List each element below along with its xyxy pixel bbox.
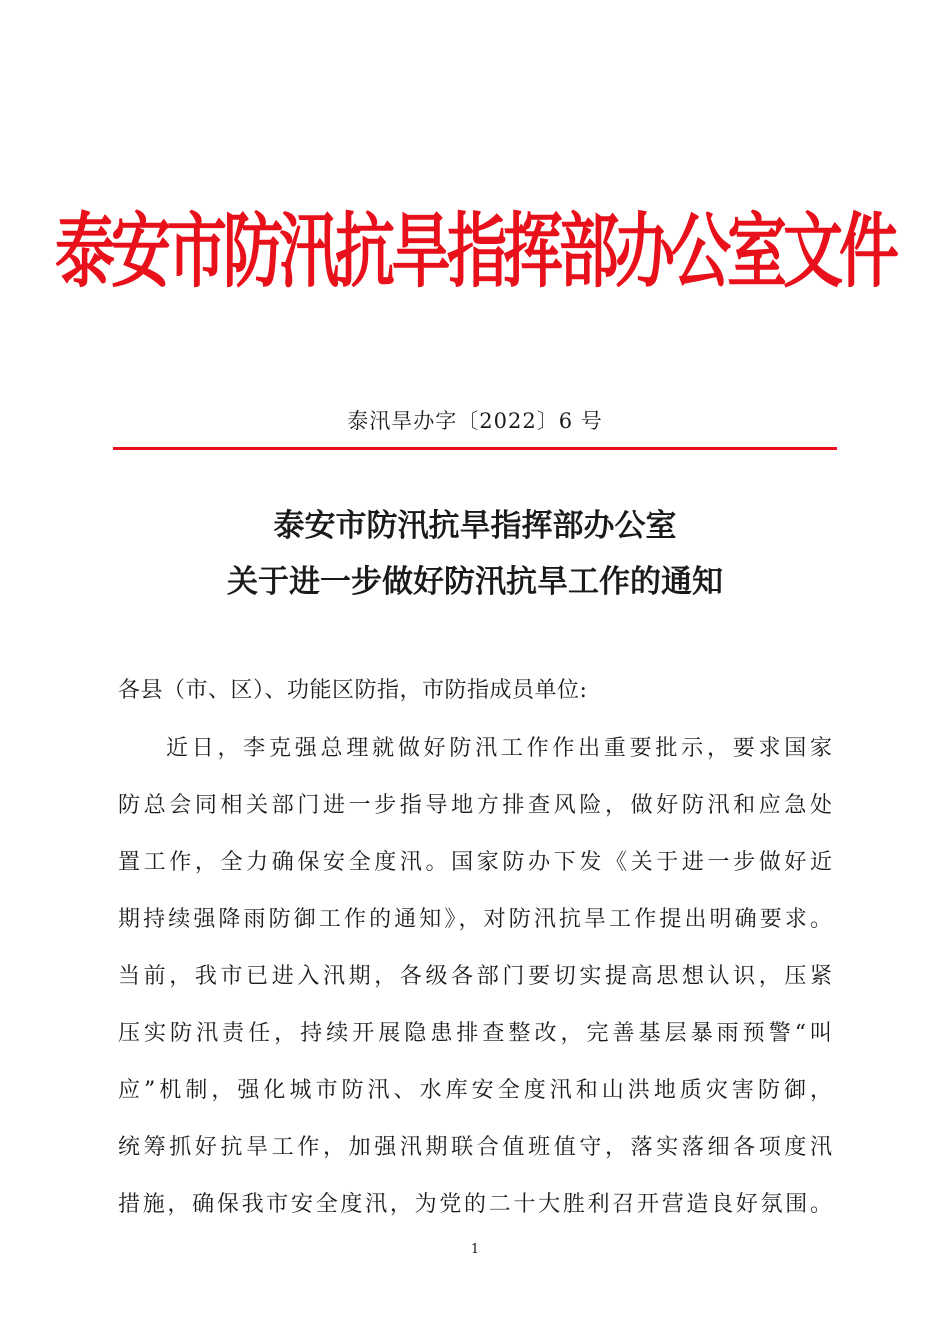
page-number: 1 (470, 1242, 480, 1257)
body-paragraph-line: 统筹抓好抗旱工作，加强汛期联合值班值守，落实落细各项度汛 (118, 1135, 832, 1160)
body-paragraph-line: 置工作，全力确保安全度汛。国家防办下发《关于进一步做好近 (118, 850, 832, 875)
masthead-title: 泰安市防汛抗旱指挥部办公室文件 (55, 205, 895, 300)
body-paragraph-line: 应”机制，强化城市防汛、水库安全度汛和山洪地质灾害防御， (118, 1078, 832, 1103)
body-paragraph-line: 压实防汛责任，持续开展隐患排查整改，完善基层暴雨预警“叫 (118, 1021, 832, 1046)
document-number: 泰汛旱办字〔2022〕6 号 (347, 409, 603, 433)
body-paragraph-line: 防总会同相关部门进一步指导地方排查风险，做好防汛和应急处 (118, 793, 832, 818)
body-paragraph-line: 措施，确保我市安全度汛，为党的二十大胜利召开营造良好氛围。 (118, 1192, 832, 1217)
body-paragraph-line: 当前，我市已进入汛期，各级各部门要切实提高思想认识，压紧 (118, 964, 832, 989)
notice-title-line-2: 关于进一步做好防汛抗旱工作的通知 (227, 564, 723, 600)
body-paragraph-line: 期持续强降雨防御工作的通知》，对防汛抗旱工作提出明确要求。 (118, 907, 832, 932)
red-divider-rule (113, 447, 837, 450)
notice-title-line-1: 泰安市防汛抗旱指挥部办公室 (273, 508, 677, 544)
salutation: 各县（市、区）、功能区防指，市防指成员单位: (118, 678, 588, 703)
body-paragraph-line: 近日，李克强总理就做好防汛工作作出重要批示，要求国家 (166, 736, 832, 761)
